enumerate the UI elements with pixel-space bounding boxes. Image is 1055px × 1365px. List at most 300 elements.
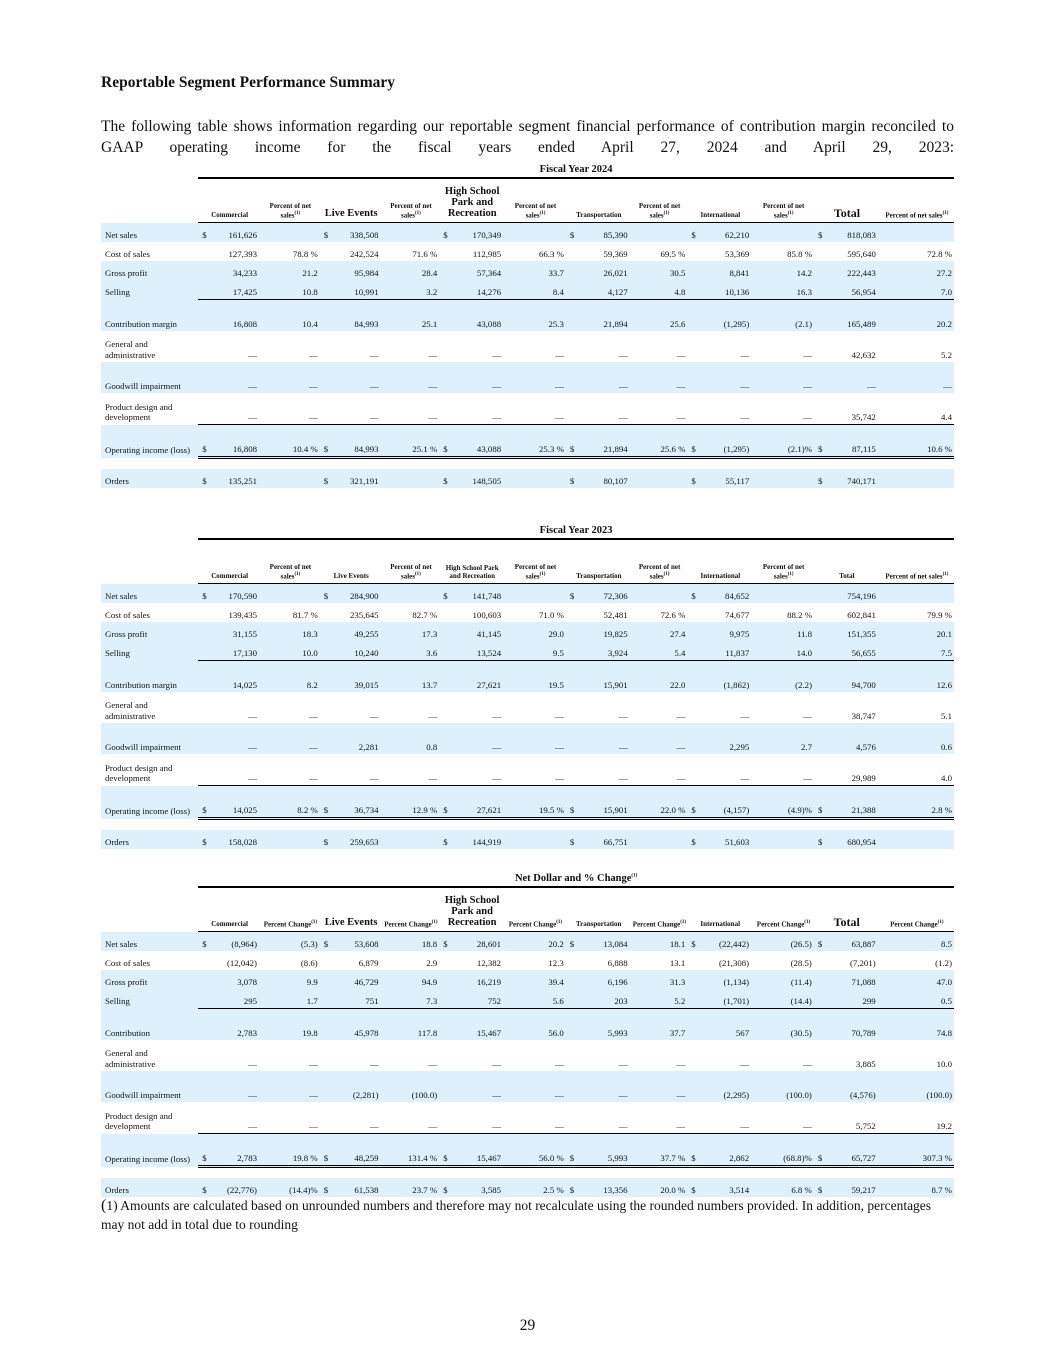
column-header: High School Park and Recreation [439,887,505,932]
table-cell [687,393,697,425]
table-cell: — [803,711,813,721]
table-cell: — [330,754,383,786]
table-cell: 94,700 [824,661,880,693]
table-cell: 8,841 [698,261,754,280]
table-cell: — [555,711,564,721]
table-cell: 48,259 [330,1134,383,1167]
table-cell: — [740,711,750,721]
table-cell: 33.7 [505,261,566,280]
table-cell: (2.2) [753,661,814,693]
table-cell: 8.5 [880,932,954,952]
table-cell: 23.7 % [383,1178,440,1197]
table-cell: 11.8 [753,622,814,641]
table-cell: $ [198,223,208,243]
table-cell: — [803,350,813,360]
table-cell: 3,514 [697,1178,753,1197]
table-cell [687,300,697,332]
table-cell: $ [687,469,697,488]
column-header: Percent of net sales$^{(1)}$ [632,539,688,584]
table-cell: 71.6 % [412,249,438,259]
table-cell: $ [439,830,449,849]
table-cell: 21,894 [576,300,632,332]
table-cell: — [308,350,318,360]
table-cell [198,280,208,300]
table-cell [198,970,208,989]
table-cell: 17.3 [383,622,440,641]
table-cell: (7,201) [850,958,876,968]
table-row [101,723,954,754]
table-cell: 27,621 [449,786,505,819]
table-cell: 39,015 [330,661,383,693]
table-cell: 818,083 [824,223,880,243]
table-cell: 27.4 [632,622,688,641]
table-cell [383,469,440,488]
table-cell: 170,349 [449,223,505,243]
column-header: Percent Change$^{(1)}$ [753,887,814,932]
table-cell [814,661,824,693]
table-cell: 10.0 [936,1059,952,1069]
table-cell: — [505,1102,566,1134]
table-cell [439,641,449,661]
table-cell: (2,281) [330,1071,383,1102]
table-cell [198,1009,208,1041]
table-cell: 117.8 [383,1009,440,1041]
column-header: Live Events [320,178,383,223]
table-cell: 25.1 % [383,425,440,458]
table-cell: — [505,362,566,393]
table-cell: $ [439,786,449,819]
table-cell: 10.6 % [880,425,954,458]
table-cell: — [505,754,566,786]
table-cell: 295 [208,989,261,1009]
table-cell: — [449,1102,505,1134]
table-cell [383,830,440,849]
table-cell [814,300,824,332]
row-label: Goodwill impairment [101,1071,198,1102]
table-cell: $ [198,1134,208,1167]
table-cell [880,830,954,849]
table-cell [198,261,208,280]
table-cell: 59,217 [824,1178,880,1197]
table-cell: — [753,754,814,786]
table-cell: 19,825 [576,622,632,641]
table-cell: $ [198,830,208,849]
column-header: Commercial [198,539,261,584]
table-cell: 27,621 [449,661,505,693]
table-cell: — [208,723,261,754]
column-header: Percent of net sales$^{(1)}$ [505,539,566,584]
table-cell: 2,862 [697,1134,753,1167]
row-label: Selling [101,989,198,1009]
table-cell: 71,088 [824,970,880,989]
table-cell [320,1071,330,1102]
table-cell: 22.0 % [632,786,688,819]
table-cell [566,754,576,786]
table-cell: — [576,754,632,786]
table-cell: 43,088 [449,425,505,458]
table-cell: — [676,350,686,360]
table-cell: 20.0 % [632,1178,688,1197]
row-label: General and administrative [105,339,156,360]
table-cell [753,223,814,243]
table-cell: — [383,754,440,786]
table-cell [687,989,697,1009]
table-cell: — [698,393,754,425]
table-cell: 9,975 [698,622,754,641]
table-cell: (28.5) [790,958,812,968]
table-cell: 151,355 [824,622,880,641]
table-cell: 9.5 [505,641,566,661]
table-cell [814,584,824,604]
table-row [101,989,954,1009]
table-cell [566,393,576,425]
table-cell: 17,130 [208,641,261,661]
table-cell [439,754,449,786]
table-cell [814,641,824,661]
table-cell [566,242,576,261]
table-cell: 161,626 [208,223,261,243]
table-cell: $ [566,223,576,243]
table-cell: 56,954 [824,280,880,300]
table-cell: — [555,350,564,360]
table-cell: — [753,1102,814,1134]
section-heading: Reportable Segment Performance Summary [101,74,395,91]
table-cell: $ [566,1134,576,1167]
table-cell [814,989,824,1009]
table-cell: 10,136 [698,280,754,300]
table-cell [198,362,208,393]
table-cell: 87,115 [824,425,880,458]
table-cell: 14,276 [449,280,505,300]
table-cell: — [261,754,320,786]
table-cell: 8.2 % [261,786,320,819]
table-cell: $ [814,425,824,458]
table-cell: 19.2 [880,1102,954,1134]
table-cell: 754,196 [824,584,880,604]
table-cell [566,300,576,332]
table-cell: 135,251 [208,469,261,488]
table-cell: 7.0 [880,280,954,300]
table-cell: $ [814,786,824,819]
table-cell: 65,727 [824,1134,880,1167]
table-cell: 8.7 % [880,1178,954,1197]
table-cell [198,1071,208,1102]
table-row [101,261,954,280]
table-cell: 259,653 [330,830,383,849]
table-cell: 5.2 [941,350,952,360]
table-cell: 56.0 % [505,1134,566,1167]
table-cell: 25.3 [505,300,566,332]
table-cell: — [753,362,814,393]
table-cell: 158,028 [208,830,261,849]
table-cell: (12,042) [226,958,257,968]
column-header: Percent of net sales$^{(1)}$ [383,539,440,584]
table-cell: — [576,1071,632,1102]
table-cell [687,280,697,300]
fy2023-table [101,524,954,849]
table-cell: — [248,1059,257,1069]
table-cell [687,622,697,641]
table-row [101,1178,954,1197]
column-header: Percent of net sales$^{(1)}$ [753,178,814,223]
row-label: Selling [101,280,198,300]
table-cell: 10.4 % [261,425,320,458]
table-cell [753,584,814,604]
table-cell: 13.7 [383,661,440,693]
table-cell [566,951,576,970]
table-cell [687,754,697,786]
table-row [101,1134,954,1167]
table-cell [198,603,208,622]
table-cell: 3.6 [383,641,440,661]
row-label: Cost of sales [105,957,150,968]
table-cell: 6,888 [607,958,628,968]
table-cell [439,393,449,425]
table-cell: 56.0 [505,1009,566,1041]
table-cell: 141,748 [449,584,505,604]
table-cell: 4,127 [576,280,632,300]
table-cell: $ [814,469,824,488]
table-cell [687,331,697,362]
table-cell: (1.2) [935,958,952,968]
table-cell: — [576,362,632,393]
table-cell: (2,295) [697,1071,753,1102]
table-cell: — [208,1071,261,1102]
column-header: International [687,539,753,584]
row-label: Net sales [101,932,198,952]
table-cell [687,362,697,393]
table-cell: 15,467 [449,1009,505,1041]
table-cell: 17,425 [208,280,261,300]
net-change-table [101,872,954,1197]
table-cell [566,622,576,641]
table-cell [814,393,824,425]
table-cell: $ [566,425,576,458]
table-cell: $ [687,223,697,243]
table-cell: 12.6 [880,661,954,693]
table-cell: (11.4) [753,970,814,989]
table-cell: $ [566,469,576,488]
table-cell: (8,964) [208,932,261,952]
column-header: Percent of net sales$^{(1)}$ [632,178,688,223]
table-cell: 14.0 [753,641,814,661]
table-cell [439,970,449,989]
table-cell: (1,295) [698,425,754,458]
table-cell: $ [198,584,208,604]
column-header: Percent Change$^{(1)}$ [383,887,440,932]
table-cell: 338,508 [330,223,383,243]
table-cell: 16,808 [208,425,261,458]
column-header: Transportation [566,887,632,932]
table-cell: 39.4 [505,970,566,989]
table-cell: 5,993 [576,1134,632,1167]
table-cell: 10,991 [330,280,383,300]
table-cell: 2.9 [426,958,438,968]
page-number: 29 [519,1317,536,1334]
table-cell [198,989,208,1009]
table-cell: 20.2 [505,932,566,952]
table-cell [439,1040,449,1071]
table-cell: 165,489 [824,300,880,332]
row-label: Net sales [101,223,198,243]
table-row [101,393,954,425]
table-cell: — [492,711,502,721]
table-cell [198,622,208,641]
table-cell: 2.8 % [880,786,954,819]
table-cell: $ [439,223,449,243]
table-cell [439,1071,449,1102]
table-cell: 36,734 [330,786,383,819]
table-cell: 66.3 % [538,249,564,259]
table-cell [505,469,566,488]
table-cell: (100.0) [753,1071,814,1102]
table-cell [505,223,566,243]
table-cell [566,261,576,280]
column-header: High School Park and Recreation [439,539,505,584]
table-row [101,300,954,332]
table-cell: 59,369 [603,249,628,259]
row-label: Product design and development [105,1110,173,1131]
table-cell: 0.5 [880,989,954,1009]
row-label: Gross profit [101,622,198,641]
table-cell: 37.7 [632,1009,688,1041]
table-cell: 38,747 [851,711,876,721]
footnote: (1) Amounts are calculated based on unrounded numbers and therefore may not recalculate using the rounded numbers provided. In addition, percentages may not add in total due to rounding [101,1197,932,1232]
table-cell: 307.3 % [880,1134,954,1167]
table-cell [198,331,208,362]
table-cell: — [261,723,320,754]
table-cell: — [632,1102,688,1134]
table-cell: 12.3 [548,958,564,968]
column-header: Percent of net sales$^{(1)}$ [261,178,320,223]
table-cell: 0.8 [383,723,440,754]
table-cell: 27.2 [880,261,954,280]
table-cell: (8.6) [300,958,318,968]
table-cell [198,754,208,786]
table-cell: $ [566,584,576,604]
table-cell: — [632,393,688,425]
table-cell: — [618,1059,628,1069]
table-cell: — [740,350,750,360]
table-cell: (100.0) [383,1071,440,1102]
table-cell: $ [439,1178,449,1197]
table-cell: 14,025 [208,786,261,819]
table-cell [880,584,954,604]
table-cell: 88.2 % [787,610,813,620]
table-row [101,622,954,641]
table-cell [439,300,449,332]
row-label: Orders [101,469,198,488]
table-cell: 25.6 % [632,425,688,458]
table-cell [566,1009,576,1041]
table-cell [687,692,697,723]
table-cell: 29.0 [505,622,566,641]
table-cell [632,830,688,849]
column-header: Total [814,178,880,223]
table-cell [505,584,566,604]
table-cell: 47.0 [880,970,954,989]
table-cell: 235,645 [349,610,379,620]
table-cell [566,362,576,393]
table-row [101,242,954,261]
table-cell: 602,841 [847,610,876,620]
table-cell: — [261,362,320,393]
table-cell: 21.2 [261,261,320,280]
table-cell: 4,576 [824,723,880,754]
table-row [101,641,954,661]
table-cell: (26.5) [753,932,814,952]
table-cell: 95,984 [330,261,383,280]
row-label: Net sales [101,584,198,604]
row-label: Orders [101,1178,198,1197]
table-cell: 3,585 [449,1178,505,1197]
table-cell [320,300,330,332]
column-header: Live Events [320,539,383,584]
table-cell: $ [320,469,330,488]
table-cell: — [208,362,261,393]
table-cell: 13,356 [576,1178,632,1197]
table-cell: 5.1 [941,711,952,721]
table-cell: $ [687,786,697,819]
table-cell: (4,576) [824,1071,880,1102]
table-cell: 30.5 [632,261,688,280]
table-cell [687,970,697,989]
table-cell [687,641,697,661]
table-cell: 22.0 [632,661,688,693]
table-cell: 16.3 [753,280,814,300]
table-cell: 5.4 [632,641,688,661]
table-cell: 12.9 % [383,786,440,819]
table-cell: — [618,711,628,721]
table-cell: 19.8 % [261,1134,320,1167]
table-cell: 37.7 % [632,1134,688,1167]
table-cell [198,1040,208,1071]
table-cell: $ [687,425,697,458]
table-cell [566,970,576,989]
table-cell: 84,993 [330,300,383,332]
table-cell: 62,210 [698,223,754,243]
row-label: Product design and development [105,762,173,783]
table-cell: 144,919 [449,830,505,849]
column-header: Percent Change$^{(1)}$ [880,887,954,932]
column-header: Total [814,887,880,932]
row-label: Goodwill impairment [101,723,198,754]
table-cell: 751 [330,989,383,1009]
table-cell: $ [198,469,208,488]
table-cell: 25.3 % [505,425,566,458]
table-cell: 16,219 [449,970,505,989]
table-cell: — [428,711,438,721]
table-cell: 52,481 [603,610,628,620]
table-cell: 31.3 [632,970,688,989]
table-cell: — [208,754,261,786]
column-header: Percent of net sales$^{(1)}$ [261,539,320,584]
column-header: Percent of net sales$^{(1)}$ [505,178,566,223]
table-row [101,584,954,604]
table-cell: 13,084 [576,932,632,952]
table-cell [320,723,330,754]
table-cell [383,223,440,243]
table-cell: 10.4 [261,300,320,332]
table-cell: 6,879 [358,958,379,968]
table-cell [880,469,954,488]
table-cell [439,242,449,261]
table-cell: — [449,1071,505,1102]
table-cell: (4,157) [698,786,754,819]
table-cell: 10.8 [261,280,320,300]
table-cell: 15,901 [576,786,632,819]
table-cell: 56,655 [824,641,880,661]
